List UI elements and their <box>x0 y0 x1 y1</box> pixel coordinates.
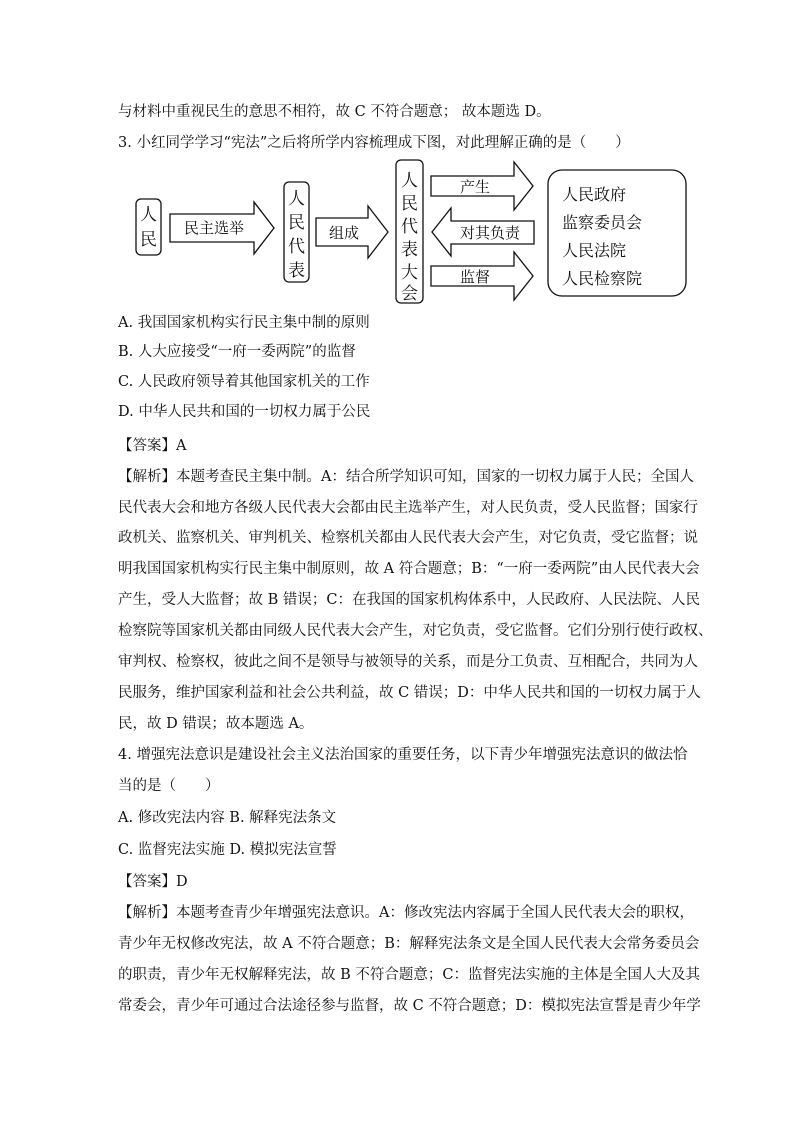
organ-court: 人民法院 <box>562 241 627 260</box>
explanation-3-line: 审判权、检察权，彼此之间不是领导与被领导的关系，而是分工负责、互相配合，共同为人 <box>118 654 698 670</box>
deputies-char: 代 <box>288 237 305 257</box>
npc-char: 表 <box>401 240 418 260</box>
arrow-label-responsible: 对其负责 <box>459 224 521 242</box>
organ-procuratorate: 人民检察院 <box>562 269 643 288</box>
deputies-char: 表 <box>288 261 305 281</box>
explanation-3-line: 【解析】本题考查民主集中制。A：结合所学知识可知，国家的一切权力属于人民；全国人 <box>118 469 694 485</box>
npc-char: 代 <box>401 217 418 237</box>
structure-diagram <box>130 158 690 308</box>
deputies-char: 民 <box>288 213 305 233</box>
explanation-4-line: 的职责，青少年无权解释宪法，故 B 不符合题意；C：监督宪法实施的主体是全国人大及其 <box>118 967 700 983</box>
answer-4: 【答案】D <box>118 874 188 890</box>
npc-char: 会 <box>401 284 418 304</box>
option-d: D. 中华人民共和国的一切权力属于公民 <box>118 404 371 420</box>
explanation-3-line: 检察院等国家机关都由同级人民代表大会产生，对它负责，受它监督。它们分别行使行政权、 <box>118 623 713 639</box>
explanation-3-line: 产生，受人大监督；故 B 错误；C：在我国的国家机构体系中，人民政府、人民法院、人民 <box>118 592 700 608</box>
people-char: 人 <box>140 205 157 225</box>
question-4-stem: 4. 增强宪法意识是建设社会主义法治国家的重要任务，以下青少年增强宪法意识的做法恰 <box>118 747 688 763</box>
options-ab: A. 修改宪法内容 B. 解释宪法条文 <box>118 810 337 826</box>
arrow-label-election: 民主选举 <box>183 219 245 237</box>
deputies-char: 人 <box>288 189 305 209</box>
question-4-stem: 当的是（ ） <box>118 778 220 794</box>
explanation-4-line: 常委会，青少年可通过合法途径参与监督，故 C 不符合题意；D：模拟宪法宣誓是青少年学 <box>118 998 701 1014</box>
text-line: 与材料中重视民生的意思不相符，故 C 不符合题意； 故本题选 D。 <box>118 104 551 120</box>
explanation-4-line: 青少年无权修改宪法，故 A 不符合题意；B：解释宪法条文是全国人民代表大会常务委员会 <box>118 936 700 952</box>
option-c: C. 人民政府领导着其他国家机关的工作 <box>118 374 370 390</box>
explanation-3-line: 明我国国家机构实行民主集中制原则，故 A 符合题意；B：“一府一委两院”由人民代表大会 <box>118 561 700 577</box>
options-cd: C. 监督宪法实施 D. 模拟宪法宣誓 <box>118 842 337 858</box>
npc-char: 人 <box>401 171 418 191</box>
explanation-4-line: 【解析】本题考查青少年增强宪法意识。A：修改宪法内容属于全国人民代表大会的职权， <box>118 905 694 921</box>
people-char: 民 <box>140 230 157 250</box>
npc-char: 民 <box>401 194 418 214</box>
option-a: A. 我国国家机构实行民主集中制的原则 <box>118 315 370 331</box>
option-b: B. 人大应接受“一府一委两院”的监督 <box>118 344 356 360</box>
explanation-3-line: 民，故 D 错误；故本题选 A。 <box>118 716 314 732</box>
explanation-3-line: 民代表大会和地方各级人民代表大会都由民主选举产生，对人民负责，受人民监督；国家行 <box>118 500 698 516</box>
explanation-3-line: 政机关、监察机关、审判机关、检察机关都由人民代表大会产生，对它负责，受它监督；说 <box>118 530 698 546</box>
arrow-label-supervise: 监督 <box>459 268 491 286</box>
npc-char: 大 <box>401 263 418 283</box>
arrow-label-produce: 产生 <box>459 178 491 196</box>
answer-3: 【答案】A <box>118 438 187 454</box>
organ-government: 人民政府 <box>562 185 627 204</box>
explanation-3-line: 民服务，维护国家利益和社会公共利益，故 C 错误；D：中华人民共和国的一切权力属于人 <box>118 685 701 701</box>
organ-supervisory-commission: 监察委员会 <box>562 213 643 232</box>
question-3-stem: 3. 小红同学学习“宪法”之后将所学内容梳理成下图，对此理解正确的是（ ） <box>118 135 630 151</box>
arrow-label-compose: 组成 <box>328 224 360 242</box>
